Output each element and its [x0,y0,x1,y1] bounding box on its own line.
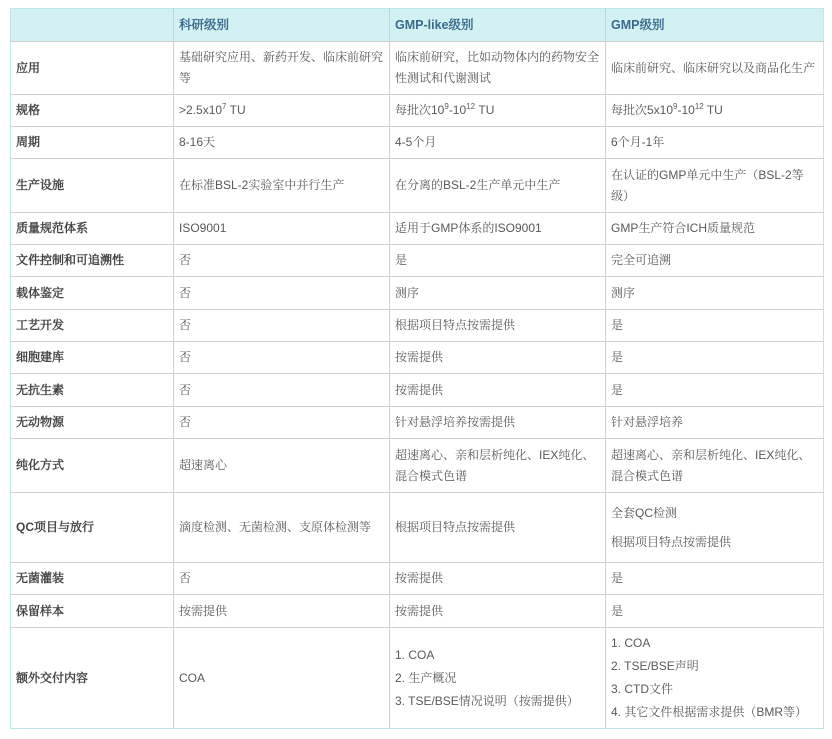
cell-gmp: 6个月-1年 [606,127,824,159]
row-label: 无抗生素 [11,374,174,407]
header-gmp-grade: GMP级别 [606,9,824,42]
cell-gmp-like: 按需提供 [390,563,606,595]
cell-research: 按需提供 [174,595,390,628]
cell-gmp: 测序 [606,277,824,310]
table-row [11,42,824,95]
cell-gmp [606,95,824,127]
cell-research: 8-16天 [174,127,390,159]
cell-gmp: 完全可追溯 [606,245,824,277]
table-row [11,127,824,159]
cell-research: 超速离心 [174,439,390,493]
cell-research: 基础研究应用、新药开发、临床前研究等 [174,42,390,95]
cell-research [174,95,390,127]
deliverable-item: 2. 生产概况 [395,670,457,685]
spec-unit: TU [703,103,723,117]
table-row [11,374,824,407]
row-label: 生产设施 [11,159,174,213]
cell-gmp-like: 按需提供 [390,374,606,407]
row-label: 保留样本 [11,595,174,628]
spec-exponent: 12 [466,102,476,111]
table-row [11,342,824,374]
row-label: 无动物源 [11,407,174,439]
row-label: 工艺开发 [11,310,174,342]
spec-unit: TU [226,103,246,117]
cell-research: 否 [174,310,390,342]
qc-line: 全套QC检测 [611,505,678,520]
table-row [11,628,824,729]
cell-gmp-like [390,95,606,127]
header-row [11,9,824,42]
spec-text: >2.5x10 [179,103,223,117]
grade-comparison-table [10,8,824,729]
cell-gmp-like: 在分离的BSL-2生产单元中生产 [390,159,606,213]
row-label: 额外交付内容 [11,628,174,729]
cell-research: 滴度检测、无菌检测、支原体检测等 [174,493,390,563]
cell-gmp-like: 按需提供 [390,595,606,628]
table-row [11,563,824,595]
cell-gmp: 超速离心、亲和层析纯化、IEX纯化、混合模式色谱 [606,439,824,493]
cell-gmp [606,493,824,563]
cell-gmp: GMP生产符合ICH质量规范 [606,213,824,245]
spec-text: 每批次10 [395,103,445,117]
spec-exponent: 9 [673,102,678,111]
cell-gmp: 在认证的GMP单元中生产（BSL-2等级） [606,159,824,213]
row-label: 周期 [11,127,174,159]
cell-gmp-like: 按需提供 [390,342,606,374]
cell-gmp: 临床前研究、临床研究以及商品化生产 [606,42,824,95]
row-label: 细胞建库 [11,342,174,374]
spec-unit: TU [475,103,495,117]
cell-research: 否 [174,407,390,439]
spec-exponent: 12 [694,102,704,111]
cell-gmp-like: 适用于GMP体系的ISO9001 [390,213,606,245]
spec-text: -10 [448,103,467,117]
row-label: 规格 [11,95,174,127]
row-label: 文件控制和可追溯性 [11,245,174,277]
table-row [11,439,824,493]
row-label: 无菌灌装 [11,563,174,595]
cell-gmp: 是 [606,595,824,628]
cell-gmp: 是 [606,342,824,374]
cell-gmp: 是 [606,374,824,407]
cell-gmp-like: 是 [390,245,606,277]
row-label: QC项目与放行 [11,493,174,563]
cell-research: ISO9001 [174,213,390,245]
cell-research: 否 [174,563,390,595]
row-label: 载体鉴定 [11,277,174,310]
table-row [11,213,824,245]
spec-text: -10 [677,103,695,117]
cell-gmp-like: 超速离心、亲和层析纯化、IEX纯化、混合模式色谱 [390,439,606,493]
qc-line: 根据项目特点按需提供 [611,534,732,549]
cell-gmp-like: 根据项目特点按需提供 [390,310,606,342]
cell-gmp: 针对悬浮培养 [606,407,824,439]
table-row [11,407,824,439]
cell-research: 否 [174,245,390,277]
cell-gmp-like: 针对悬浮培养按需提供 [390,407,606,439]
spec-text: 每批次5x10 [611,103,674,117]
deliverable-item: 1. COA [611,636,651,650]
table-row [11,95,824,127]
row-label: 纯化方式 [11,439,174,493]
cell-gmp-like [390,628,606,729]
cell-gmp-like: 临床前研究，比如动物体内的药物安全性测试和代谢测试 [390,42,606,95]
table-row [11,310,824,342]
cell-gmp-like: 4-5个月 [390,127,606,159]
cell-research: COA [174,628,390,729]
deliverable-item: 2. TSE/BSE声明 [611,659,699,673]
spec-exponent: 9 [444,102,449,111]
deliverable-item: 1. COA [395,647,435,662]
cell-gmp-like: 测序 [390,277,606,310]
cell-research: 否 [174,277,390,310]
header-empty [11,9,174,42]
header-gmp-like-grade: GMP-like级别 [390,9,606,42]
header-research-grade: 科研级别 [174,9,390,42]
cell-research: 否 [174,342,390,374]
deliverable-item: 3. TSE/BSE情况说明（按需提供） [395,693,579,708]
table-row [11,159,824,213]
cell-gmp: 是 [606,563,824,595]
table-row [11,595,824,628]
qc-spacer [611,524,818,532]
row-label: 应用 [11,42,174,95]
cell-research: 在标准BSL-2实验室中并行生产 [174,159,390,213]
deliverable-item: 4. 其它文件根据需求提供（BMR等） [611,705,808,719]
comparison-table-container [10,8,823,729]
table-row [11,245,824,277]
spec-exponent: 7 [222,102,227,111]
row-label: 质量规范体系 [11,213,174,245]
table-row [11,493,824,563]
cell-gmp-like: 根据项目特点按需提供 [390,493,606,563]
cell-gmp [606,628,824,729]
deliverable-item: 3. CTD文件 [611,682,674,696]
cell-gmp: 是 [606,310,824,342]
table-row [11,277,824,310]
cell-research: 否 [174,374,390,407]
